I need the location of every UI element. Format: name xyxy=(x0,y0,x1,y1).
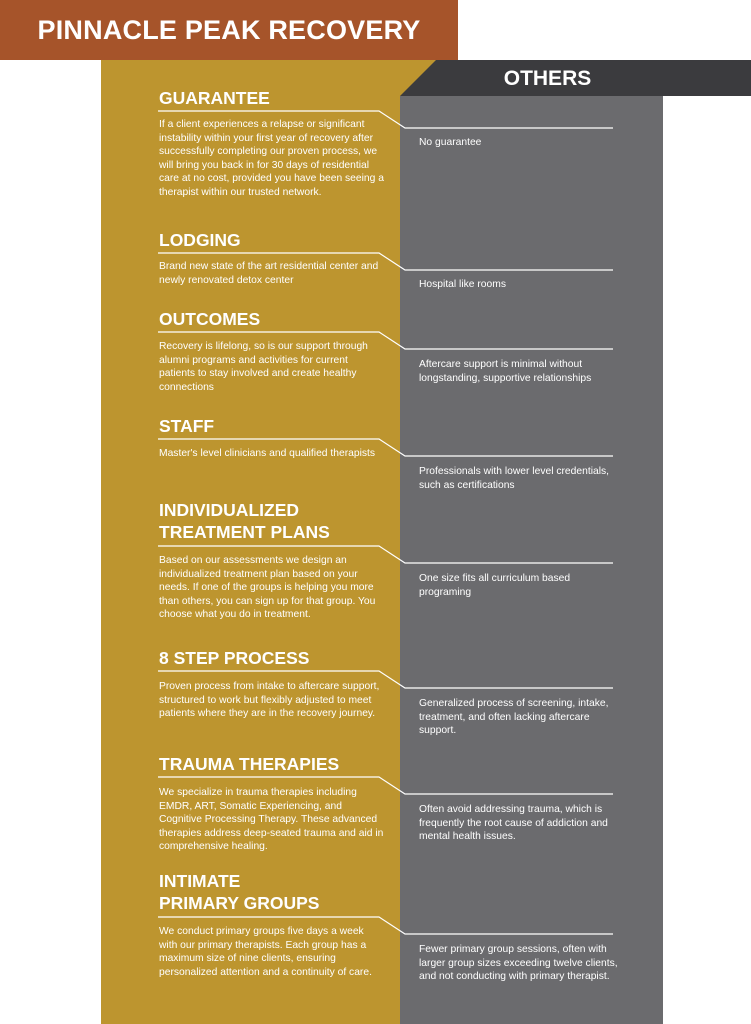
others-description: Often avoid addressing trauma, which is frequently the root cause of addiction and mental health issues. xyxy=(419,804,608,842)
row-title: LODGING xyxy=(159,230,241,250)
row-title: INTIMATE PRIMARY GROUPS xyxy=(159,871,320,913)
others-description: Hospital like rooms xyxy=(419,279,506,290)
pinnacle-description: Master's level clinicians and qualified therapists xyxy=(159,448,376,459)
pinnacle-description: Based on our assessments we design an individualized treatment plan based on your needs. If one of the groups is helping you more than others, you can sign up for that group. You choose what you do in treatment. xyxy=(159,555,376,620)
page-title: PINNACLE PEAK RECOVERY xyxy=(37,15,421,45)
others-description: Professionals with lower level credentials, such as certifications xyxy=(419,466,610,491)
others-header-notch xyxy=(400,60,436,96)
others-description: One size fits all curriculum based programing xyxy=(419,573,571,598)
row-title: INDIVIDUALIZED TREATMENT PLANS xyxy=(159,500,330,542)
others-description: Fewer primary group sessions, often with larger group sizes exceeding twelve clients, and not conducting with primary therapist. xyxy=(419,944,618,982)
pinnacle-description: Proven process from intake to aftercare support, structured to work but flexibly adjusted to meet patients where they are in the recovery journey. xyxy=(159,681,380,719)
row-title: OUTCOMES xyxy=(159,309,261,329)
pinnacle-description: We conduct primary groups five days a week with our primary therapists. Each group has a maximum size of nine clients, ensuring personalized attention and a continuity of care. xyxy=(159,926,372,978)
pinnacle-description: We specialize in trauma therapies including EMDR, ART, Somatic Experiencing, and Cognitive Processing Therapy. These advanced therapies address deep-seated trauma and aid in comprehensive healing. xyxy=(159,787,384,852)
others-description: Aftercare support is minimal without longstanding, supportive relationships xyxy=(419,359,592,384)
row-title: 8 STEP PROCESS xyxy=(159,648,310,668)
row-title: TRAUMA THERAPIES xyxy=(159,754,340,774)
pinnacle-description: Brand new state of the art residential center and newly renovated detox center xyxy=(159,261,379,286)
row-title: STAFF xyxy=(159,416,215,436)
others-description: No guarantee xyxy=(419,137,482,148)
others-heading: OTHERS xyxy=(503,67,592,90)
pinnacle-description: If a client experiences a relapse or significant instability within your first year of recovery after successfully completing our proven process, we will bring you back in for 30 days of residential care at no cost, provided you have been seeing a therapist within our trusted network. xyxy=(159,119,384,198)
row-title: GUARANTEE xyxy=(159,88,270,108)
pinnacle-description: Recovery is lifelong, so is our support through alumni programs and activities for current patients to stay involved and create healthy connections xyxy=(159,341,368,393)
others-description: Generalized process of screening, intake, treatment, and often lacking aftercare support. xyxy=(419,698,609,736)
